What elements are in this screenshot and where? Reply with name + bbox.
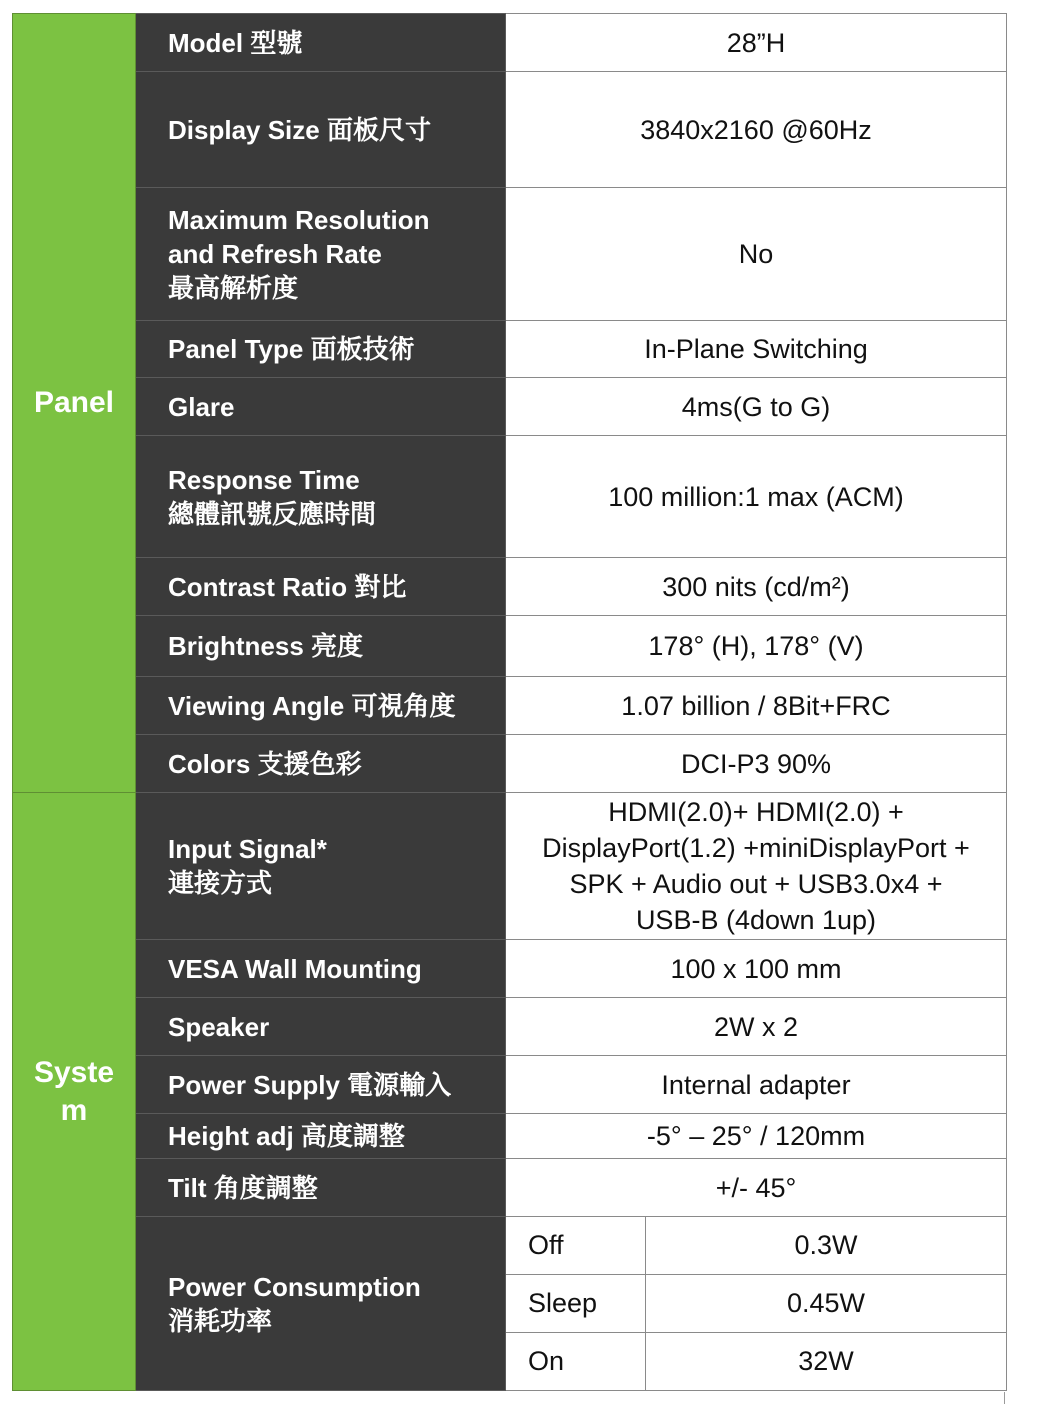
spec-row-response-time (13, 436, 1007, 558)
spec-label: Tilt 角度調整 (136, 1159, 506, 1217)
spec-row-glare (13, 378, 1007, 436)
spec-row-max-resolution (13, 188, 1007, 321)
category-panel: Panel (13, 14, 136, 793)
spec-value: 300 nits (cd/m²) (506, 558, 1007, 616)
power-value: 32W (646, 1333, 1007, 1391)
spec-label: Power Supply 電源輸入 (136, 1056, 506, 1114)
spec-value: 1.07 billion / 8Bit+FRC (506, 677, 1007, 735)
spec-label: Panel Type 面板技術 (136, 321, 506, 378)
spec-value: 4ms(G to G) (506, 378, 1007, 436)
spec-value: 2W x 2 (506, 998, 1007, 1056)
spec-row-colors (13, 735, 1007, 793)
spec-value: 100 x 100 mm (506, 940, 1007, 998)
spec-row-input-signal (13, 793, 1007, 940)
spec-value: +/- 45° (506, 1159, 1007, 1217)
spec-label: Maximum Resolution and Refresh Rate 最高解析度 (136, 188, 506, 321)
spec-row-contrast-ratio (13, 558, 1007, 616)
power-value: 0.45W (646, 1275, 1007, 1333)
spec-label: Viewing Angle 可視角度 (136, 677, 506, 735)
spec-value: 28”H (506, 14, 1007, 72)
spec-value: 178° (H), 178° (V) (506, 616, 1007, 677)
table-edge-divider (1004, 1392, 1005, 1404)
spec-value: Internal adapter (506, 1056, 1007, 1114)
power-consumption-label: Power Consumption 消耗功率 (136, 1217, 506, 1391)
spec-value: -5° – 25° / 120mm (506, 1114, 1007, 1159)
spec-value: No (506, 188, 1007, 321)
spec-row-height-adj (13, 1114, 1007, 1159)
spec-label: Glare (136, 378, 506, 436)
spec-table (12, 13, 1007, 1391)
spec-row-speaker (13, 998, 1007, 1056)
power-value: 0.3W (646, 1217, 1007, 1275)
spec-label: Speaker (136, 998, 506, 1056)
spec-row-tilt (13, 1159, 1007, 1217)
power-mode: On (506, 1333, 646, 1391)
spec-row-power-supply (13, 1056, 1007, 1114)
spec-label: Brightness 亮度 (136, 616, 506, 677)
spec-value: 3840x2160 @60Hz (506, 72, 1007, 188)
spec-row-panel-type (13, 321, 1007, 378)
spec-row-model (13, 14, 1007, 72)
spec-label: Contrast Ratio 對比 (136, 558, 506, 616)
power-mode: Sleep (506, 1275, 646, 1333)
spec-row-viewing-angle (13, 677, 1007, 735)
spec-label: Model 型號 (136, 14, 506, 72)
spec-label: Display Size 面板尺寸 (136, 72, 506, 188)
spec-row-display-size (13, 72, 1007, 188)
category-system: Syste m (13, 793, 136, 1391)
spec-label: VESA Wall Mounting (136, 940, 506, 998)
spec-label: Height adj 高度調整 (136, 1114, 506, 1159)
spec-label: Response Time 總體訊號反應時間 (136, 436, 506, 558)
spec-row-power-off (13, 1217, 1007, 1275)
power-mode: Off (506, 1217, 646, 1275)
spec-value: In-Plane Switching (506, 321, 1007, 378)
spec-row-brightness (13, 616, 1007, 677)
spec-label: Input Signal* 連接方式 (136, 793, 506, 940)
spec-value: 100 million:1 max (ACM) (506, 436, 1007, 558)
spec-value: HDMI(2.0)+ HDMI(2.0) + DisplayPort(1.2) +miniDisplayPort + SPK + Audio out + USB3.0x4 + USB-B (4down 1up) (506, 793, 1007, 940)
spec-row-vesa (13, 940, 1007, 998)
spec-value: DCI-P3 90% (506, 735, 1007, 793)
spec-label: Colors 支援色彩 (136, 735, 506, 793)
